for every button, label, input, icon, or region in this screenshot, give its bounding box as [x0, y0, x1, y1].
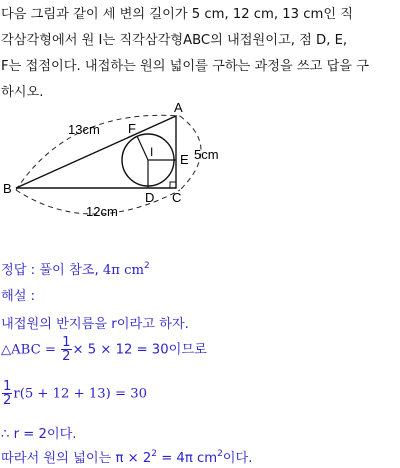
step-3-fraction — [2, 380, 12, 407]
step-3 — [1, 380, 147, 407]
label-f: F — [128, 121, 136, 136]
step-4: ∴ r = 2이다. — [1, 427, 77, 442]
label-c: C — [172, 190, 182, 205]
answer-value: 4π cm — [102, 263, 144, 278]
label-side-12: 12cm — [86, 204, 118, 219]
answer-exponent: 2 — [143, 261, 150, 271]
step-5-exp-1: 2 — [151, 449, 157, 459]
explanation-label: 해설 : — [1, 289, 36, 304]
answer-line — [1, 259, 150, 278]
step-2 — [1, 336, 207, 363]
problem-line-4: 하시오. — [1, 85, 44, 100]
label-side-13: 13cm — [68, 122, 100, 137]
problem-text — [1, 2, 399, 106]
step-3-rhs: r(5 + 12 + 13) = 30 — [13, 386, 148, 402]
step-5-exp-2: 2 — [217, 449, 223, 459]
problem-line-2: 각삼각형에서 원 I는 직각삼각형ABC의 내접원이고, 점 D, E, — [1, 33, 348, 48]
label-d: D — [145, 190, 155, 205]
step-5-pre: 따라서 원의 넓이는 π × 2 — [1, 451, 152, 466]
step-5-mid: = 4π cm — [157, 451, 218, 466]
label-side-5: 5cm — [194, 147, 219, 162]
label-a: A — [174, 100, 183, 115]
step-2-rhs: × 5 × 12 = 30이므로 — [72, 342, 207, 358]
step-2-denominator: 2 — [62, 349, 71, 364]
step-2-numerator: 1 — [62, 335, 71, 350]
step-3-numerator: 1 — [3, 379, 12, 394]
problem-line-3: F는 접점이다. 내접하는 원의 넓이를 구하는 과정을 쓰고 답을 구 — [1, 59, 369, 74]
step-5 — [1, 447, 252, 466]
right-angle-mark — [170, 182, 176, 188]
step-1: 내접원의 반지름을 r이라고 하자. — [1, 317, 189, 332]
step-2-fraction — [61, 336, 71, 363]
problem-line-1: 다음 그림과 같이 세 변의 길이가 5 cm, 12 cm, 13 cm인 직 — [1, 7, 354, 22]
label-b: B — [3, 181, 12, 196]
radius-to-f — [137, 136, 148, 160]
label-e: E — [180, 152, 189, 167]
step-5-post: 이다. — [222, 451, 253, 466]
label-i: I — [150, 145, 154, 159]
triangle-figure — [0, 98, 400, 228]
step-3-denominator: 2 — [3, 393, 12, 408]
step-2-lhs: △ABC = — [1, 342, 61, 358]
answer-label: 정답 : 풀이 참조, — [1, 263, 103, 278]
